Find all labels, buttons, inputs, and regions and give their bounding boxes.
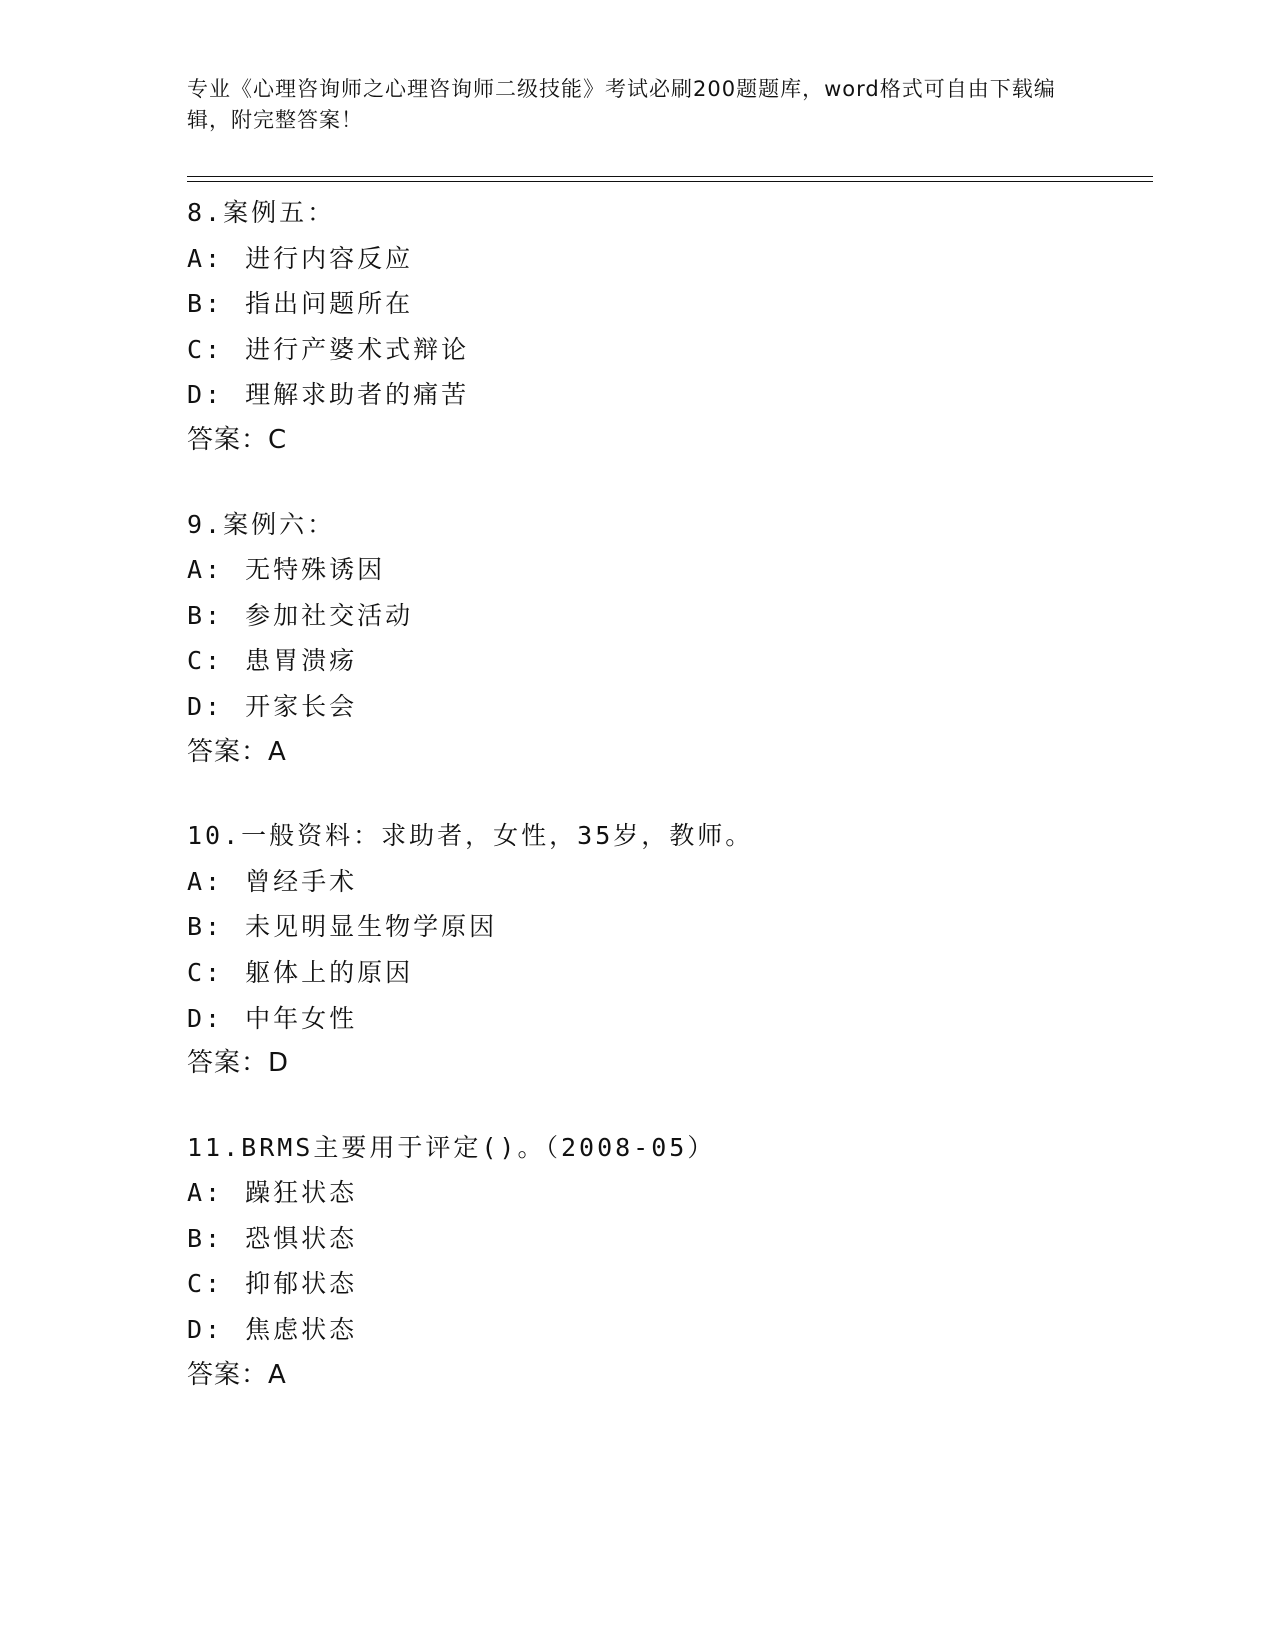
option-text: 进行内容反应 xyxy=(245,243,414,273)
option-a xyxy=(187,859,1147,905)
option-text: 中年女性 xyxy=(245,1003,358,1033)
option-b xyxy=(187,593,1147,639)
option-a xyxy=(187,1170,1147,1216)
option-text: 患胃溃疡 xyxy=(245,646,358,676)
answer-line: 答案：A xyxy=(187,1359,287,1390)
option-key: A: xyxy=(187,243,224,273)
option-b xyxy=(187,1216,1147,1262)
option-key: A: xyxy=(187,1178,224,1208)
option-key: C: xyxy=(187,957,224,987)
option-key: A: xyxy=(187,555,224,585)
question-10 xyxy=(187,813,1147,1087)
answer-line: 答案：C xyxy=(187,424,288,455)
option-key: D: xyxy=(187,1003,224,1033)
option-c xyxy=(187,638,1147,684)
option-d xyxy=(187,372,1147,418)
question-stem: 9.案例六： xyxy=(187,509,336,539)
document-header: 专业《心理咨询师之心理咨询师二级技能》考试必刷200题题库，word格式可自由下载编辑，附完整答案！ xyxy=(187,77,1056,132)
option-a xyxy=(187,547,1147,593)
option-text: 躯体上的原因 xyxy=(245,957,414,987)
option-text: 抑郁状态 xyxy=(245,1269,358,1299)
question-stem: 10.一般资料：求助者，女性，35岁，教师。 xyxy=(187,821,754,851)
option-key: A: xyxy=(187,866,224,896)
option-key: B: xyxy=(187,912,224,942)
header-rule-top xyxy=(187,176,1153,177)
option-text: 未见明显生物学原因 xyxy=(245,912,498,942)
option-key: B: xyxy=(187,1223,224,1253)
option-a xyxy=(187,236,1147,282)
option-key: D: xyxy=(187,1315,224,1345)
option-key: D: xyxy=(187,691,224,721)
option-text: 参加社交活动 xyxy=(245,600,414,630)
question-11 xyxy=(187,1125,1147,1399)
option-key: D: xyxy=(187,380,224,410)
option-text: 曾经手术 xyxy=(245,866,358,896)
option-text: 无特殊诱因 xyxy=(245,555,386,585)
option-text: 理解求助者的痛苦 xyxy=(245,380,470,410)
answer-line: 答案：A xyxy=(187,736,287,767)
option-text: 指出问题所在 xyxy=(245,289,414,319)
question-stem: 11.BRMS主要用于评定()。（2008-05） xyxy=(187,1132,716,1162)
answer-line: 答案：D xyxy=(187,1048,290,1079)
option-text: 焦虑状态 xyxy=(245,1315,358,1345)
option-d xyxy=(187,996,1147,1042)
question-list xyxy=(187,190,1147,1436)
option-d xyxy=(187,1307,1147,1353)
option-c xyxy=(187,1261,1147,1307)
option-c xyxy=(187,327,1147,373)
option-key: C: xyxy=(187,334,224,364)
option-d xyxy=(187,684,1147,730)
question-stem: 8.案例五： xyxy=(187,198,336,227)
option-c xyxy=(187,950,1147,996)
option-key: C: xyxy=(187,646,224,676)
question-9 xyxy=(187,502,1147,776)
option-text: 躁狂状态 xyxy=(245,1178,358,1208)
option-key: C: xyxy=(187,1269,224,1299)
option-b xyxy=(187,281,1147,327)
option-text: 开家长会 xyxy=(245,691,358,721)
question-8 xyxy=(187,190,1147,464)
option-b xyxy=(187,904,1147,950)
header-rule-bottom xyxy=(187,181,1153,182)
option-key: B: xyxy=(187,600,224,630)
option-text: 恐惧状态 xyxy=(245,1223,358,1253)
option-key: B: xyxy=(187,289,224,319)
option-text: 进行产婆术式辩论 xyxy=(245,334,470,364)
